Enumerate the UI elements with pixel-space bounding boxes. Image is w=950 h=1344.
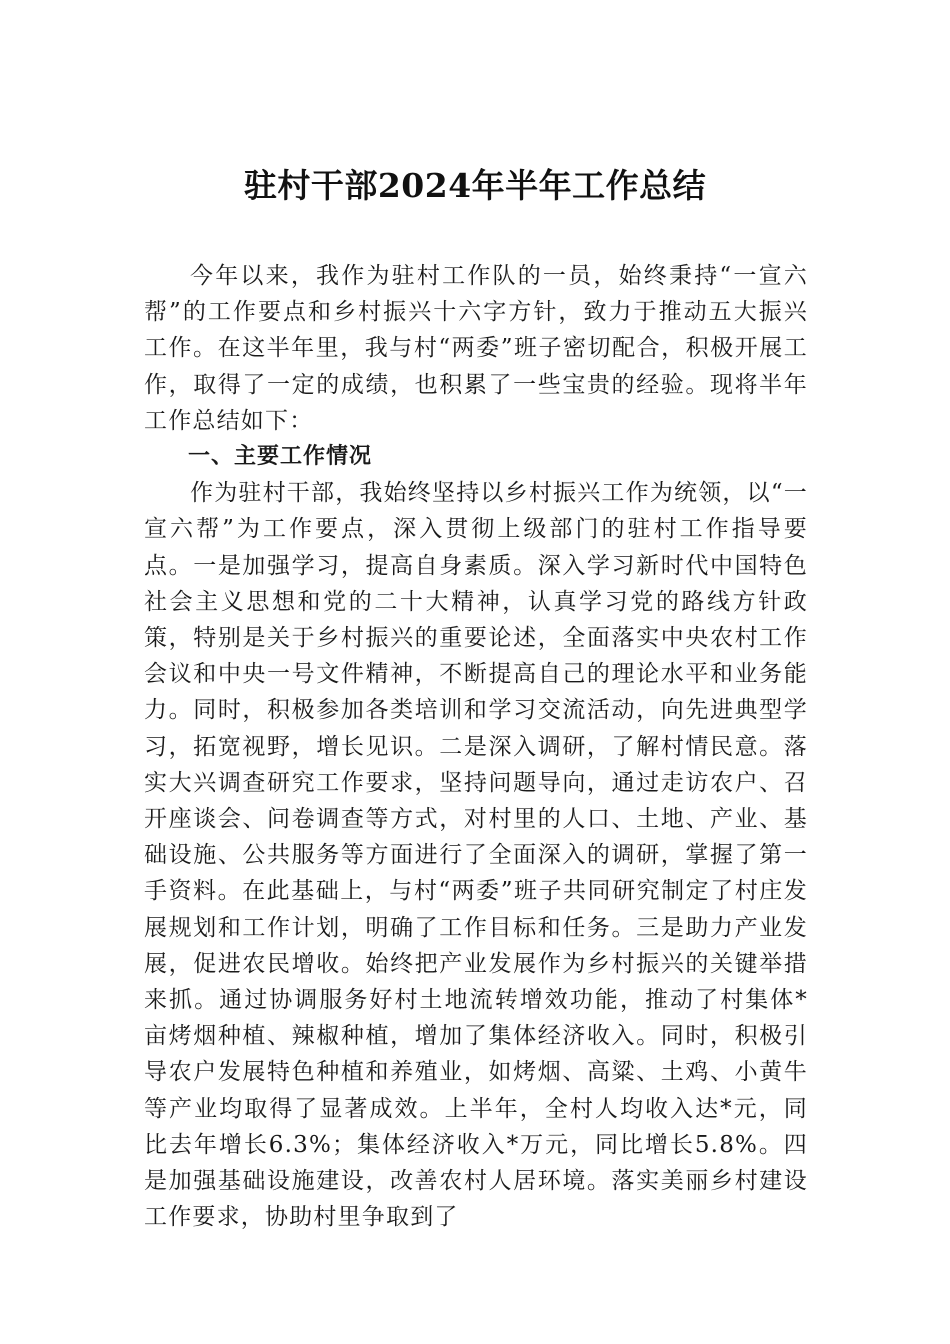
document-title: 驻村干部2024年半年工作总结	[243, 166, 707, 205]
section-heading: 一、主要工作情况	[188, 444, 373, 470]
document-body	[144, 258, 808, 1235]
work-paragraph: 作为驻村干部，我始终坚持以乡村振兴工作为统领，以“一宣六帮”为工作要点，深入贯彻上级部门的驻村工作指导要点。一是加强学习，提高自身素质。深入学习新时代中国特色社会主义思想和党的二十大精神，认真学习党的路线方针政策，特别是关于乡村振兴的重要论述，全面落实中央农村工作会议和中央一号文件精神，不断提高自己的理论水平和业务能力。同时，积极参加各类培训和学习交流活动，向先进典型学习，拓宽视野，增长见识。二是深入调研，了解村情民意。落实大兴调查研究工作要求，坚持问题导向，通过走访农户、召开座谈会、问卷调查等方式，对村里的人口、土地、产业、基础设施、公共服务等方面进行了全面深入的调研，掌握了第一手资料。在此基础上，与村“两委”班子共同研究制定了村庄发展规划和工作计划，明确了工作目标和任务。三是助力产业发展，促进农民增收。始终把产业发展作为乡村振兴的关键举措来抓。通过协调服务好村土地流转增效功能，推动了村集体*亩烤烟种植、辣椒种植，增加了集体经济收入。同时，积极引导农户发展特色种植和养殖业，如烤烟、高粱、土鸡、小黄牛等产业均取得了显著成效。上半年，全村人均收入达*元，同比去年增长6.3%；集体经济收入*万元，同比增长5.8%。四是加强基础设施建设，改善农村人居环境。落实美丽乡村建设工作要求，协助村里争取到了	[144, 480, 808, 1231]
intro-paragraph: 今年以来，我作为驻村工作队的一员，始终秉持“一宣六帮”的工作要点和乡村振兴十六字方针，致力于推动五大振兴工作。在这半年里，我与村“两委”班子密切配合，积极开展工作，取得了一定的成绩，也积累了一些宝贵的经验。现将半年工作总结如下：	[144, 263, 808, 434]
